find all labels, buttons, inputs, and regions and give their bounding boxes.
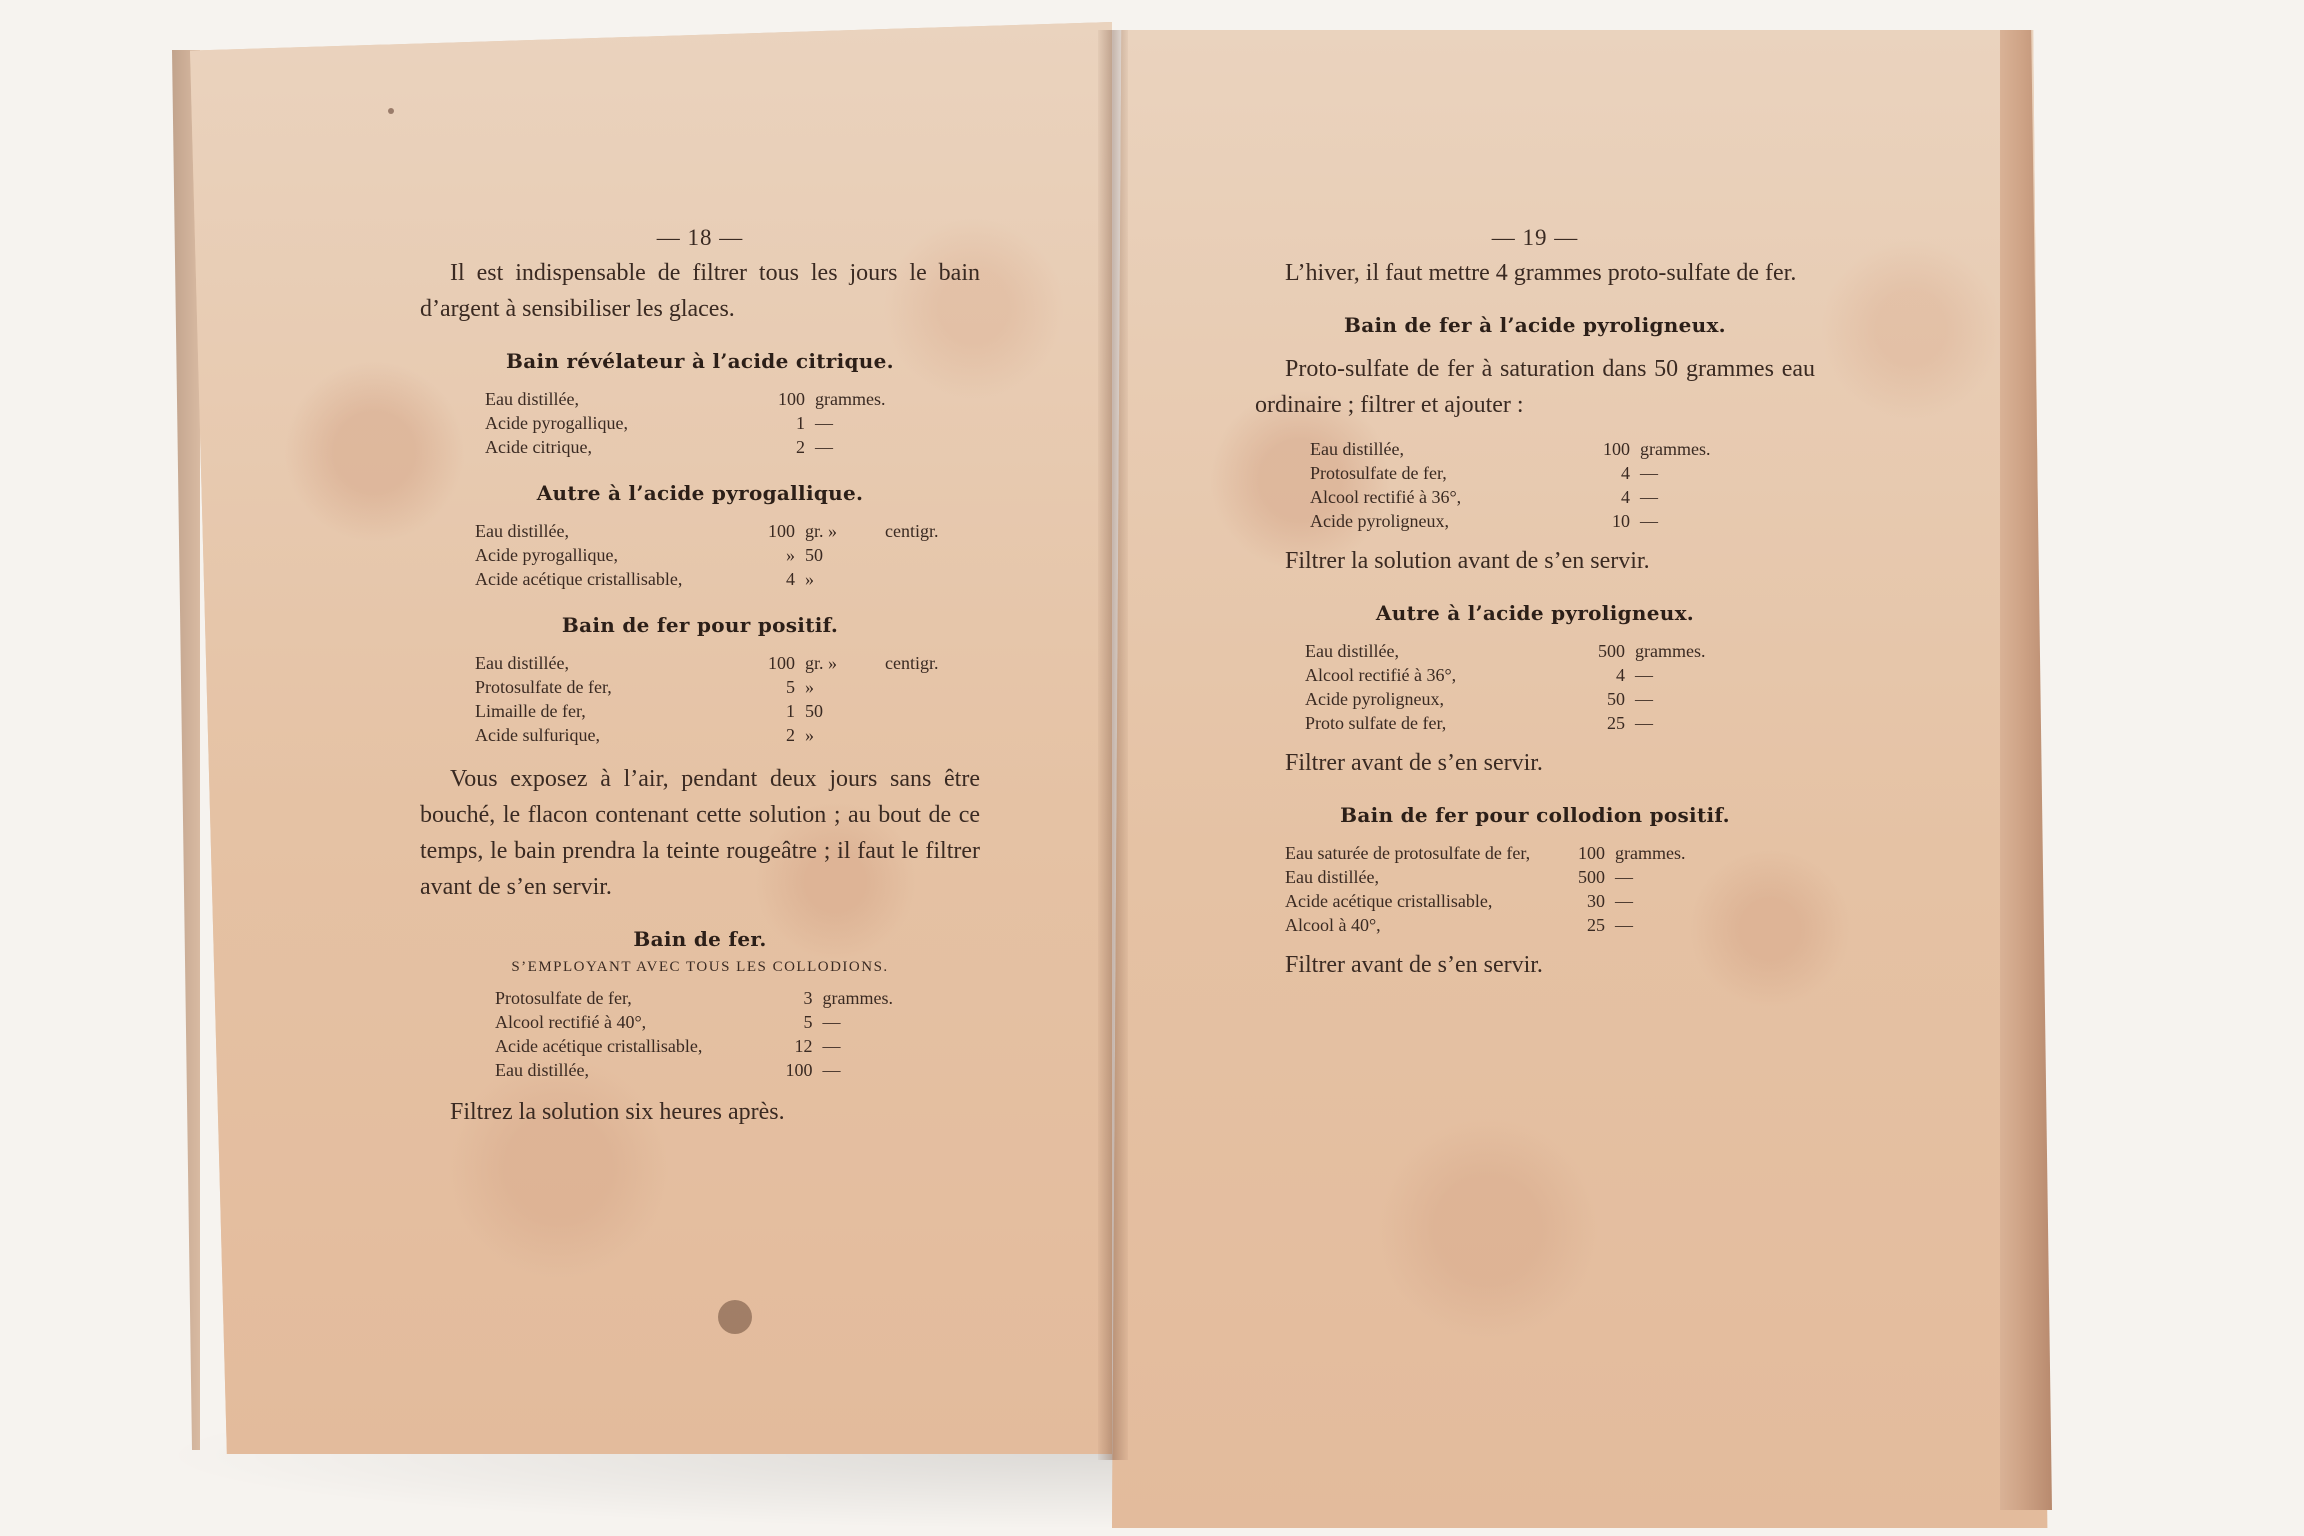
stain-spot bbox=[718, 1300, 752, 1334]
recipe-qty: 30 bbox=[1587, 891, 1605, 911]
recipe-row bbox=[1305, 687, 1795, 711]
recipe-name: Alcool à 40°, bbox=[1285, 915, 1381, 935]
recipe-qty: 1 bbox=[796, 413, 805, 433]
recipe-row bbox=[1305, 711, 1795, 735]
recipe-extra bbox=[1695, 841, 1775, 865]
recipe-row bbox=[1310, 509, 1800, 533]
recipe-unit: grammes. bbox=[1640, 439, 1711, 459]
book-gutter bbox=[1098, 30, 1128, 1460]
recipe-qty: 100 bbox=[1603, 439, 1630, 459]
recipe-name: Acide acétique cristallisable, bbox=[495, 1036, 703, 1056]
right-intro-paragraph bbox=[1255, 255, 1815, 291]
recipe-row bbox=[475, 699, 965, 723]
recipe-name: Acide citrique, bbox=[485, 437, 592, 457]
right-intro-text: L’hiver, il faut mettre 4 grammes proto-sulfate de fer. bbox=[1285, 260, 1797, 286]
recipe-name: Acide pyrogallique, bbox=[485, 413, 628, 433]
section-heading: Bain de fer pour collodion positif. bbox=[1340, 803, 1730, 827]
recipe-row bbox=[475, 651, 965, 675]
recipe-qty: 25 bbox=[1587, 915, 1605, 935]
recipe-extra bbox=[1695, 913, 1775, 937]
recipe-table bbox=[475, 519, 965, 591]
recipe-name: Alcool rectifié à 36°, bbox=[1305, 665, 1457, 685]
recipe-table bbox=[1285, 841, 1775, 937]
ink-speck bbox=[388, 108, 394, 114]
recipe-extra bbox=[1715, 639, 1795, 663]
recipe-row bbox=[495, 1034, 980, 1058]
recipe-unit: — bbox=[1640, 463, 1658, 483]
recipe-qty: 3 bbox=[803, 988, 813, 1008]
recipe-unit: — bbox=[815, 437, 833, 457]
recipe-row bbox=[1305, 663, 1795, 687]
recipe-qty: 500 bbox=[1598, 641, 1625, 661]
recipe-table bbox=[475, 651, 965, 747]
recipe-qty: 100 bbox=[785, 1060, 813, 1080]
recipe-unit: » bbox=[805, 569, 814, 589]
recipe-name: Acide acétique cristallisable, bbox=[475, 569, 683, 589]
right-section2-after bbox=[1255, 745, 1815, 781]
recipe-unit: — bbox=[1615, 891, 1633, 911]
right-section3-after bbox=[1255, 947, 1815, 983]
recipe-row bbox=[475, 675, 965, 699]
recipe-qty: 100 bbox=[768, 521, 795, 541]
left-page-text bbox=[420, 225, 980, 1130]
left-intro-text: Il est indispensable de filtrer tous les jours le bain d’argent à sensibiliser les glaces. bbox=[420, 260, 980, 322]
section-heading: Autre à l’acide pyroligneux. bbox=[1375, 601, 1695, 625]
recipe-extra: centigr. bbox=[885, 521, 939, 541]
recipe-extra bbox=[1720, 461, 1800, 485]
recipe-row bbox=[485, 435, 975, 459]
recipe-name: Acide acétique cristallisable, bbox=[1285, 891, 1493, 911]
recipe-row bbox=[1310, 485, 1800, 509]
recipe-extra bbox=[902, 1058, 980, 1082]
recipe-unit: 50 bbox=[805, 545, 823, 565]
recipe-extra bbox=[885, 567, 965, 591]
recipe-qty: 50 bbox=[1607, 689, 1625, 709]
right-section2-after-text: Filtrer avant de s’en servir. bbox=[1285, 750, 1543, 776]
recipe-unit: — bbox=[822, 1036, 841, 1056]
recipe-name: Limaille de fer, bbox=[475, 701, 586, 721]
recipe-name: Eau distillée, bbox=[495, 1060, 589, 1080]
left-cover-edge bbox=[160, 50, 200, 1450]
recipe-extra bbox=[885, 699, 965, 723]
recipe-name: Eau saturée de protosulfate de fer, bbox=[1285, 843, 1531, 863]
recipe-unit: — bbox=[1635, 713, 1653, 733]
recipe-extra bbox=[895, 411, 975, 435]
recipe-name: Acide pyrogallique, bbox=[475, 545, 618, 565]
recipe-row bbox=[1310, 437, 1800, 461]
left-closing-paragraph bbox=[420, 1094, 980, 1130]
right-section1-text: Proto-sulfate de fer à saturation dans 50 grammes eau ordinaire ; filtrer et ajouter : bbox=[1255, 356, 1815, 418]
left-closing-text: Filtrez la solution six heures après. bbox=[450, 1099, 785, 1125]
recipe-unit: grammes. bbox=[822, 988, 894, 1008]
recipe-unit: — bbox=[1615, 867, 1633, 887]
recipe-unit: — bbox=[1635, 665, 1653, 685]
recipe-extra bbox=[885, 675, 965, 699]
recipe-row bbox=[1305, 639, 1795, 663]
recipe-unit: — bbox=[822, 1012, 841, 1032]
recipe-qty: 2 bbox=[786, 725, 795, 745]
recipe-name: Eau distillée, bbox=[475, 521, 569, 541]
recipe-unit: grammes. bbox=[815, 389, 886, 409]
recipe-name: Protosulfate de fer, bbox=[495, 988, 632, 1008]
recipe-name: Alcool rectifié à 40°, bbox=[495, 1012, 647, 1032]
recipe-name: Eau distillée, bbox=[1310, 439, 1404, 459]
section-heading: Bain de fer. bbox=[633, 927, 767, 951]
recipe-qty: 10 bbox=[1612, 511, 1630, 531]
recipe-extra bbox=[1715, 687, 1795, 711]
recipe-unit: — bbox=[1615, 915, 1633, 935]
left-recipe-sections bbox=[420, 349, 980, 747]
recipe-table bbox=[495, 986, 980, 1082]
page-number-18: — 18 — bbox=[656, 225, 744, 250]
recipe-unit: — bbox=[1640, 487, 1658, 507]
recipe-extra bbox=[1695, 889, 1775, 913]
recipe-qty: 5 bbox=[803, 1012, 813, 1032]
recipe-extra bbox=[902, 986, 980, 1010]
section-heading: Bain de fer pour positif. bbox=[561, 613, 839, 637]
recipe-qty: 4 bbox=[786, 569, 795, 589]
recipe-name: Eau distillée, bbox=[475, 653, 569, 673]
recipe-extra bbox=[885, 543, 965, 567]
recipe-name: Proto sulfate de fer, bbox=[1305, 713, 1447, 733]
recipe-name: Eau distillée, bbox=[1285, 867, 1379, 887]
recipe-row bbox=[475, 519, 965, 543]
recipe-name: Protosulfate de fer, bbox=[1310, 463, 1447, 483]
recipe-row bbox=[1285, 865, 1775, 889]
recipe-qty: 1 bbox=[786, 701, 795, 721]
recipe-qty: 4 bbox=[1616, 665, 1625, 685]
recipe-qty: 100 bbox=[1578, 843, 1605, 863]
recipe-unit: » bbox=[805, 677, 814, 697]
recipe-extra bbox=[1715, 711, 1795, 735]
section-heading: Bain révélateur à l’acide citrique. bbox=[506, 349, 894, 373]
recipe-name: Acide sulfurique, bbox=[475, 725, 600, 745]
recipe-extra bbox=[1720, 437, 1800, 461]
recipe-row bbox=[495, 1058, 980, 1082]
recipe-unit: — bbox=[1635, 689, 1653, 709]
recipe-extra bbox=[885, 723, 965, 747]
recipe-extra bbox=[902, 1010, 980, 1034]
right-page-text bbox=[1255, 225, 1815, 983]
recipe-qty: 100 bbox=[778, 389, 805, 409]
recipe-name: Alcool rectifié à 36°, bbox=[1310, 487, 1462, 507]
recipe-table bbox=[1310, 437, 1800, 533]
right-section1-after-text: Filtrer la solution avant de s’en servir. bbox=[1285, 548, 1650, 574]
recipe-qty: 2 bbox=[796, 437, 805, 457]
recipe-row bbox=[1285, 841, 1775, 865]
right-section3-after-text: Filtrer avant de s’en servir. bbox=[1285, 952, 1543, 978]
recipe-extra bbox=[1715, 663, 1795, 687]
recipe-extra bbox=[1720, 509, 1800, 533]
recipe-table bbox=[1305, 639, 1795, 735]
right-page-stack-edge bbox=[2000, 30, 2052, 1510]
page-number-19: — 19 — bbox=[1491, 225, 1579, 250]
recipe-unit: — bbox=[822, 1060, 841, 1080]
section-subtitle: S’EMPLOYANT AVEC TOUS LES COLLODIONS. bbox=[511, 959, 889, 975]
recipe-unit: » bbox=[805, 725, 814, 745]
recipe-extra: centigr. bbox=[885, 653, 939, 673]
recipe-unit: grammes. bbox=[1635, 641, 1706, 661]
recipe-name: Eau distillée, bbox=[1305, 641, 1399, 661]
recipe-unit: grammes. bbox=[1615, 843, 1686, 863]
recipe-extra bbox=[895, 387, 975, 411]
recipe-name: Protosulfate de fer, bbox=[475, 677, 612, 697]
recipe-unit: gr. » bbox=[805, 521, 838, 541]
recipe-qty: 25 bbox=[1607, 713, 1625, 733]
recipe-name: Acide pyroligneux, bbox=[1305, 689, 1444, 709]
recipe-unit: — bbox=[815, 413, 833, 433]
recipe-row bbox=[495, 986, 980, 1010]
recipe-row bbox=[1285, 913, 1775, 937]
recipe-extra bbox=[902, 1034, 980, 1058]
recipe-qty: 4 bbox=[1621, 463, 1630, 483]
left-intro-paragraph bbox=[420, 255, 980, 327]
section-heading: Autre à l’acide pyrogallique. bbox=[536, 481, 864, 505]
recipe-qty: 100 bbox=[768, 653, 795, 673]
recipe-extra bbox=[1720, 485, 1800, 509]
recipe-row bbox=[475, 543, 965, 567]
recipe-row bbox=[1285, 889, 1775, 913]
recipe-unit: 50 bbox=[805, 701, 823, 721]
recipe-qty: » bbox=[786, 545, 795, 565]
recipe-qty: 5 bbox=[786, 677, 795, 697]
recipe-row bbox=[485, 387, 975, 411]
section-heading: Bain de fer à l’acide pyroligneux. bbox=[1344, 313, 1726, 337]
recipe-qty: 500 bbox=[1578, 867, 1605, 887]
recipe-extra bbox=[1695, 865, 1775, 889]
left-middle-paragraph bbox=[420, 761, 980, 905]
recipe-table bbox=[485, 387, 975, 459]
recipe-unit: gr. » bbox=[805, 653, 838, 673]
recipe-row bbox=[475, 567, 965, 591]
recipe-row bbox=[475, 723, 965, 747]
recipe-row bbox=[495, 1010, 980, 1034]
right-section1-paragraph bbox=[1255, 351, 1815, 423]
right-section1-after bbox=[1255, 543, 1815, 579]
recipe-row bbox=[1310, 461, 1800, 485]
recipe-extra bbox=[895, 435, 975, 459]
recipe-name: Eau distillée, bbox=[485, 389, 579, 409]
left-middle-text: Vous exposez à l’air, pendant deux jours sans être bouché, le flacon contenant cette solution ; au bout de ce temps, le bain prendra la teinte rougeâtre ; il faut le filtrer avant de s’en servir. bbox=[420, 766, 980, 900]
recipe-unit: — bbox=[1640, 511, 1658, 531]
recipe-qty: 4 bbox=[1621, 487, 1630, 507]
recipe-name: Acide pyroligneux, bbox=[1310, 511, 1449, 531]
recipe-row bbox=[485, 411, 975, 435]
recipe-qty: 12 bbox=[794, 1036, 813, 1056]
